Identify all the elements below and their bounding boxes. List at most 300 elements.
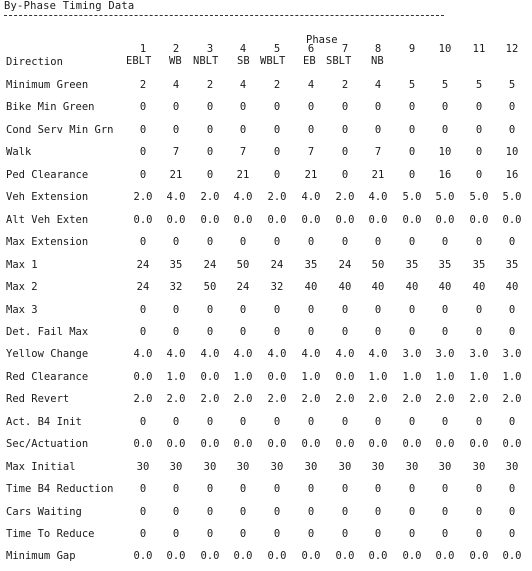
row-value: 0.0 (166, 213, 186, 226)
row-value: 1.0 (301, 370, 321, 383)
row-label: Act. B4 Init (6, 415, 82, 428)
row-value: 50 (203, 281, 217, 294)
row-value: 0 (374, 101, 382, 114)
row-value: 0 (139, 303, 147, 316)
row-label: Walk (6, 146, 32, 159)
phase-number: 11 (472, 43, 486, 55)
row-label: Max Initial (6, 460, 76, 473)
row-value: 0 (273, 168, 281, 181)
row-value: 0 (341, 236, 349, 249)
row-value: 7 (374, 146, 382, 159)
row-label: Max 3 (6, 303, 38, 316)
row-value: 50 (236, 258, 250, 271)
row-value: 0 (441, 101, 449, 114)
row-value: 0.0 (233, 438, 253, 451)
row-value: 0 (441, 325, 449, 338)
row-value: 0.0 (200, 550, 220, 563)
row-value: 0 (508, 528, 516, 540)
row-value: 0 (273, 123, 281, 136)
row-value: 1.0 (502, 370, 522, 383)
row-value: 0.0 (469, 438, 489, 451)
row-value: 30 (472, 460, 486, 473)
row-value: 4 (239, 79, 247, 91)
row-value: 4.0 (267, 348, 287, 361)
row-value: 0 (408, 168, 416, 181)
row-value: 0.0 (267, 550, 287, 563)
row-value: 0 (307, 483, 315, 496)
row-value: 2.0 (335, 393, 355, 406)
row-label: Yellow Change (6, 348, 89, 361)
row-value: 0.0 (335, 550, 355, 563)
row-value: 0 (273, 528, 281, 540)
row-value: 5 (441, 79, 449, 91)
phase-number: 10 (438, 43, 452, 55)
row-value: 35 (472, 258, 486, 271)
row-value: 0 (139, 146, 147, 159)
row-value: 24 (270, 258, 284, 271)
row-value: 0 (475, 303, 483, 316)
row-value: 0 (239, 528, 247, 540)
row-value: 0 (307, 123, 315, 136)
row-value: 0 (172, 123, 180, 136)
row-value: 2.0 (166, 393, 186, 406)
row-value: 0 (139, 325, 147, 338)
row-value: 0 (374, 483, 382, 496)
row-value: 0 (206, 528, 214, 540)
row-value: 4.0 (368, 348, 388, 361)
row-value: 0 (273, 415, 281, 428)
row-value: 1.0 (435, 370, 455, 383)
row-value: 2 (273, 79, 281, 91)
row-value: 0 (273, 236, 281, 249)
row-value: 30 (371, 460, 385, 473)
row-value: 0 (172, 415, 180, 428)
row-value: 0 (139, 528, 147, 540)
row-value: 16 (438, 168, 452, 181)
row-value: 0 (374, 325, 382, 338)
row-label: Sec/Actuation (6, 438, 89, 451)
row-value: 2 (139, 79, 147, 91)
row-value: 0 (408, 101, 416, 114)
row-value: 4.0 (166, 348, 186, 361)
row-value: 0.0 (267, 370, 287, 383)
row-value: 30 (338, 460, 352, 473)
direction-eb: EB (303, 55, 316, 67)
phase-number: 4 (239, 43, 247, 55)
row-value: 24 (136, 281, 150, 294)
row-value: 0 (475, 528, 483, 540)
row-value: 0.0 (133, 370, 153, 383)
row-value: 0.0 (133, 550, 153, 563)
row-value: 0 (475, 123, 483, 136)
row-value: 5.0 (502, 191, 522, 204)
row-value: 0 (441, 236, 449, 249)
row-value: 0 (273, 325, 281, 338)
row-value: 2.0 (368, 393, 388, 406)
row-value: 0 (374, 415, 382, 428)
row-value: 24 (136, 258, 150, 271)
row-value: 0 (408, 415, 416, 428)
row-value: 0.0 (335, 438, 355, 451)
phase-number: 2 (172, 43, 180, 55)
row-label: Max 1 (6, 258, 38, 271)
row-value: 0.0 (402, 438, 422, 451)
phase-number: 12 (505, 43, 519, 55)
row-value: 0.0 (200, 438, 220, 451)
row-value: 0.0 (301, 550, 321, 563)
row-value: 0 (475, 101, 483, 114)
row-value: 0 (341, 528, 349, 540)
row-value: 2 (206, 79, 214, 91)
row-value: 0 (172, 325, 180, 338)
row-value: 21 (169, 168, 183, 181)
row-value: 5.0 (469, 191, 489, 204)
direction-wblt: WBLT (260, 55, 286, 67)
row-value: 32 (270, 281, 284, 294)
row-value: 30 (136, 460, 150, 473)
row-value: 0 (172, 101, 180, 114)
row-value: 0 (206, 146, 214, 159)
row-value: 0.0 (402, 550, 422, 563)
row-value: 21 (236, 168, 250, 181)
row-value: 40 (304, 281, 318, 294)
row-value: 4 (374, 79, 382, 91)
row-label: Time B4 Reduction (6, 483, 114, 496)
row-value: 2.0 (301, 393, 321, 406)
row-value: 2.0 (133, 191, 153, 204)
row-value: 0 (172, 483, 180, 496)
row-value: 0.0 (469, 550, 489, 563)
row-value: 2.0 (469, 393, 489, 406)
row-value: 0.0 (469, 213, 489, 226)
row-value: 0 (408, 236, 416, 249)
row-value: 0 (441, 483, 449, 496)
row-value: 0.0 (166, 550, 186, 563)
row-value: 24 (338, 258, 352, 271)
row-value: 0.0 (233, 213, 253, 226)
row-value: 0 (508, 303, 516, 316)
row-value: 4.0 (166, 191, 186, 204)
phase-number: 9 (408, 43, 416, 55)
row-value: 2.0 (435, 393, 455, 406)
row-value: 0 (239, 483, 247, 496)
row-value: 40 (472, 281, 486, 294)
row-label: Bike Min Green (6, 101, 95, 114)
row-value: 5.0 (402, 191, 422, 204)
row-value: 35 (169, 258, 183, 271)
row-value: 0 (139, 123, 147, 136)
row-value: 7 (172, 146, 180, 159)
row-value: 0 (307, 101, 315, 114)
row-value: 30 (236, 460, 250, 473)
row-value: 30 (405, 460, 419, 473)
phase-header: Phase (306, 34, 338, 46)
row-value: 0 (273, 101, 281, 114)
row-value: 0 (307, 236, 315, 249)
row-value: 0 (475, 168, 483, 181)
row-value: 0 (341, 123, 349, 136)
row-value: 0 (508, 123, 516, 136)
row-value: 0 (475, 146, 483, 159)
row-label: Ped Clearance (6, 168, 89, 181)
row-value: 1.0 (166, 370, 186, 383)
row-value: 0.0 (368, 438, 388, 451)
row-label: Max Extension (6, 236, 89, 249)
row-value: 0.0 (267, 438, 287, 451)
row-value: 0 (307, 415, 315, 428)
row-value: 1.0 (233, 370, 253, 383)
row-value: 2 (341, 79, 349, 91)
row-value: 2.0 (267, 393, 287, 406)
row-value: 0 (239, 505, 247, 518)
row-value: 4.0 (368, 191, 388, 204)
row-value: 0 (441, 415, 449, 428)
row-value: 0 (341, 505, 349, 518)
row-value: 4.0 (233, 191, 253, 204)
row-value: 0.0 (233, 550, 253, 563)
row-value: 30 (270, 460, 284, 473)
row-value: 0 (139, 168, 147, 181)
row-value: 2.0 (335, 191, 355, 204)
row-value: 0 (374, 236, 382, 249)
row-label: Cond Serv Min Grn (6, 123, 114, 136)
row-value: 0.0 (335, 213, 355, 226)
row-value: 3.0 (435, 348, 455, 361)
direction-sb: SB (237, 55, 250, 67)
row-value: 0 (408, 123, 416, 136)
row-value: 2.0 (402, 393, 422, 406)
row-value: 4.0 (335, 348, 355, 361)
row-value: 30 (203, 460, 217, 473)
row-value: 0 (441, 505, 449, 518)
row-value: 40 (438, 281, 452, 294)
row-value: 30 (169, 460, 183, 473)
row-value: 4.0 (301, 191, 321, 204)
row-value: 0 (508, 505, 516, 518)
row-value: 0 (408, 146, 416, 159)
row-value: 0.0 (368, 213, 388, 226)
row-value: 2.0 (502, 393, 522, 406)
row-value: 10 (438, 146, 452, 159)
row-value: 21 (304, 168, 318, 181)
row-value: 4 (172, 79, 180, 91)
row-value: 4 (307, 79, 315, 91)
row-value: 0 (341, 303, 349, 316)
row-value: 0 (139, 483, 147, 496)
row-value: 5 (508, 79, 516, 91)
row-value: 0 (475, 483, 483, 496)
row-value: 0 (441, 123, 449, 136)
row-value: 21 (371, 168, 385, 181)
row-value: 4.0 (133, 348, 153, 361)
row-value: 40 (338, 281, 352, 294)
row-value: 35 (438, 258, 452, 271)
row-value: 0 (307, 325, 315, 338)
row-value: 0.0 (435, 213, 455, 226)
row-value: 0 (374, 123, 382, 136)
row-value: 7 (307, 146, 315, 159)
row-value: 0.0 (435, 438, 455, 451)
phase-number: 1 (139, 43, 147, 55)
row-value: 0 (206, 123, 214, 136)
row-value: 2.0 (200, 393, 220, 406)
row-value: 40 (371, 281, 385, 294)
row-label: Det. Fail Max (6, 325, 89, 338)
row-value: 0 (139, 101, 147, 114)
row-value: 0 (206, 101, 214, 114)
row-value: 0.0 (133, 438, 153, 451)
row-value: 0 (408, 505, 416, 518)
direction-eblt: EBLT (126, 55, 152, 67)
row-value: 0.0 (200, 370, 220, 383)
row-value: 0 (239, 123, 247, 136)
row-value: 0 (341, 168, 349, 181)
row-value: 32 (169, 281, 183, 294)
row-value: 35 (505, 258, 519, 271)
row-value: 0 (239, 415, 247, 428)
phase-number: 5 (273, 43, 281, 55)
row-value: 0 (273, 483, 281, 496)
row-label: Max 2 (6, 281, 38, 294)
row-value: 0 (273, 303, 281, 316)
row-label: Red Revert (6, 393, 70, 406)
row-value: 0 (273, 505, 281, 518)
row-value: 2.0 (233, 393, 253, 406)
row-value: 30 (438, 460, 452, 473)
row-label: Red Clearance (6, 370, 89, 383)
row-value: 0.0 (133, 213, 153, 226)
row-value: 0 (139, 415, 147, 428)
row-value: 0 (172, 303, 180, 316)
row-value: 4.0 (301, 348, 321, 361)
row-value: 35 (304, 258, 318, 271)
row-value: 0 (475, 325, 483, 338)
page-title: By-Phase Timing Data (4, 0, 135, 12)
row-value: 0 (341, 415, 349, 428)
row-value: 0.0 (502, 438, 522, 451)
row-value: 0.0 (368, 550, 388, 563)
row-value: 0.0 (267, 213, 287, 226)
row-value: 16 (505, 168, 519, 181)
row-value: 0 (206, 325, 214, 338)
row-value: 4.0 (200, 348, 220, 361)
title-underline (4, 15, 444, 16)
row-value: 0 (441, 303, 449, 316)
row-value: 0 (408, 528, 416, 540)
row-value: 1.0 (469, 370, 489, 383)
row-value: 0 (508, 101, 516, 114)
row-value: 4.0 (233, 348, 253, 361)
row-value: 24 (203, 258, 217, 271)
row-value: 7 (239, 146, 247, 159)
row-value: 1.0 (368, 370, 388, 383)
row-value: 0 (239, 101, 247, 114)
row-value: 50 (371, 258, 385, 271)
row-value: 30 (505, 460, 519, 473)
row-value: 0 (341, 483, 349, 496)
row-value: 0 (408, 325, 416, 338)
row-label: Minimum Gap (6, 550, 76, 563)
row-label: Time To Reduce (6, 528, 95, 540)
direction-nb: NB (371, 55, 384, 67)
phase-number: 7 (341, 43, 349, 55)
row-value: 5 (408, 79, 416, 91)
row-value: 30 (304, 460, 318, 473)
row-value: 0 (307, 528, 315, 540)
row-value: 35 (405, 258, 419, 271)
row-value: 0 (408, 303, 416, 316)
phase-number: 3 (206, 43, 214, 55)
row-value: 0 (408, 483, 416, 496)
phase-number: 8 (374, 43, 382, 55)
row-value: 0.0 (301, 438, 321, 451)
row-value: 0 (206, 168, 214, 181)
row-value: 40 (505, 281, 519, 294)
row-value: 0.0 (301, 213, 321, 226)
row-value: 0 (341, 101, 349, 114)
direction-label: Direction (6, 56, 63, 68)
row-value: 0 (206, 303, 214, 316)
row-value: 0 (341, 146, 349, 159)
row-value: 0.0 (166, 438, 186, 451)
row-label: Minimum Green (6, 79, 89, 91)
direction-wb: WB (169, 55, 182, 67)
row-value: 3.0 (402, 348, 422, 361)
row-value: 0 (273, 146, 281, 159)
row-value: 0 (374, 505, 382, 518)
row-value: 0.0 (502, 550, 522, 563)
row-value: 0 (239, 325, 247, 338)
row-value: 1.0 (402, 370, 422, 383)
row-value: 2.0 (133, 393, 153, 406)
phase-number: 6 (307, 43, 315, 55)
row-value: 5 (475, 79, 483, 91)
row-value: 0 (206, 236, 214, 249)
row-value: 24 (236, 281, 250, 294)
row-value: 2.0 (267, 191, 287, 204)
row-value: 0.0 (502, 213, 522, 226)
row-value: 0 (508, 415, 516, 428)
row-label: Cars Waiting (6, 505, 82, 518)
row-value: 0 (374, 528, 382, 540)
row-value: 0.0 (435, 550, 455, 563)
row-value: 0 (374, 303, 382, 316)
row-value: 0 (441, 528, 449, 540)
row-value: 0.0 (335, 370, 355, 383)
row-value: 0 (508, 325, 516, 338)
row-value: 0 (341, 325, 349, 338)
row-value: 0 (307, 505, 315, 518)
row-value: 0.0 (200, 213, 220, 226)
row-value: 0 (508, 483, 516, 496)
row-value: 0 (475, 236, 483, 249)
row-value: 0 (172, 505, 180, 518)
row-value: 0 (172, 528, 180, 540)
row-value: 3.0 (502, 348, 522, 361)
row-value: 0 (239, 303, 247, 316)
row-label: Veh Extension (6, 191, 89, 204)
row-value: 3.0 (469, 348, 489, 361)
row-value: 0 (307, 303, 315, 316)
row-value: 0 (239, 236, 247, 249)
row-value: 0 (475, 415, 483, 428)
row-value: 5.0 (435, 191, 455, 204)
row-value: 0 (172, 236, 180, 249)
row-label: Alt Veh Exten (6, 213, 89, 226)
direction-sblt: SBLT (326, 55, 352, 67)
row-value: 0.0 (402, 213, 422, 226)
direction-nblt: NBLT (193, 55, 219, 67)
